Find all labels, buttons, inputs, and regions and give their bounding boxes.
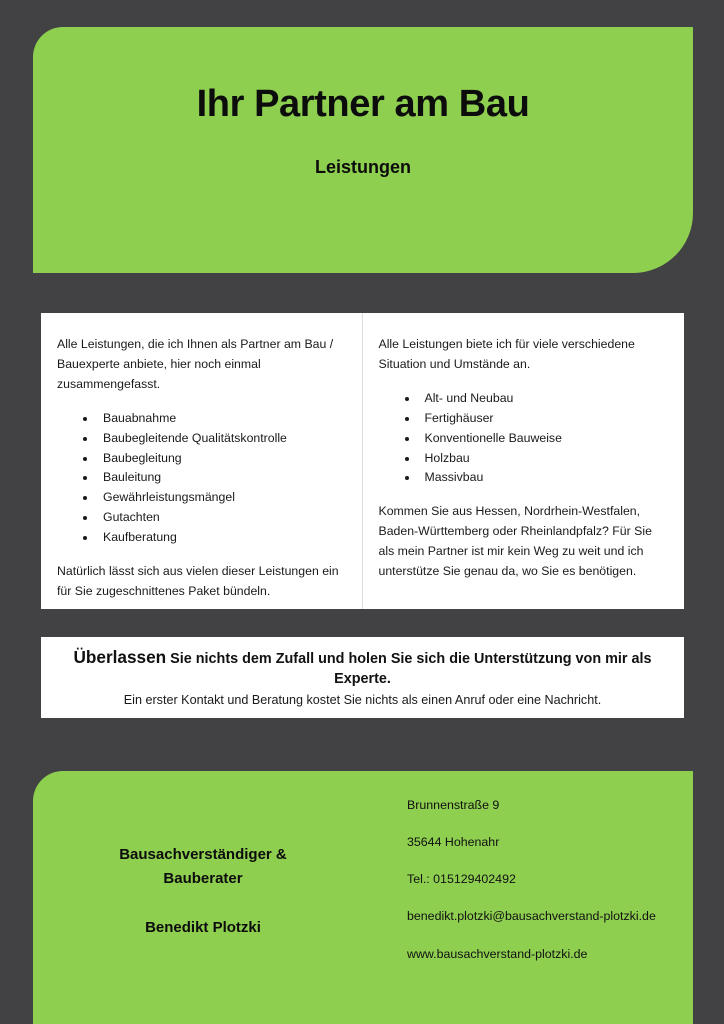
contact-website[interactable]: www.bausachverstand-plotzki.de (407, 946, 588, 961)
callout-headline-rest: Sie nichts dem Zufall und holen Sie sich die Unterstützung von mir als Experte. (166, 651, 652, 687)
contact-city: 35644 Hohenahr (407, 835, 500, 850)
footer-panel (33, 771, 693, 1024)
services-column-left (41, 313, 363, 609)
footer-role-line-1: Bausachverständiger & (119, 846, 287, 863)
list-item: • Kaufberatung (97, 528, 346, 548)
callout-banner (41, 637, 684, 718)
list-item: • Konventionelle Bauweise (419, 429, 669, 449)
header-panel (33, 27, 693, 273)
building-types-list (379, 389, 669, 489)
right-intro-text: Alle Leistungen biete ich für viele verschiedene Situation und Umstände an. (378, 337, 635, 371)
footer-identity-block (33, 771, 373, 1024)
footer-role-line-2: Bauberater (163, 870, 243, 888)
list-item: • Bauleitung (97, 468, 346, 488)
left-outro-text: Natürlich lässt sich aus vielen dieser Leistungen ein für Sie zugeschnittenes Paket bündeln. (57, 564, 339, 598)
left-intro-text: Alle Leistungen, die ich Ihnen als Partner am Bau / Bauexperte anbiete, hier noch einmal zusammengefasst. (57, 337, 334, 391)
callout-headline-lead: Überlassen (73, 647, 167, 667)
list-item: • Baubegleitung (97, 449, 346, 469)
contact-phone[interactable]: Tel.: 015129402492 (407, 872, 516, 887)
footer-contact-block (373, 771, 656, 1024)
right-outro-text: Kommen Sie aus Hessen, Nordrhein-Westfalen, Baden-Württemberg oder Rheinlandpfalz? Für Sie als mein Partner ist mir kein Weg zu weit und ich unterstütze Sie genau da, wo Sie es benötigen. (378, 504, 652, 579)
list-item: • Alt- und Neubau (419, 389, 669, 409)
page-subtitle: Leistungen (314, 156, 411, 177)
list-item: • Gewährleistungsmängel (97, 488, 346, 508)
footer-person-name: Benedikt Plotzki (145, 918, 261, 936)
content-card (41, 313, 684, 609)
list-item: • Gutachten (97, 508, 346, 528)
services-column-right (363, 313, 685, 609)
callout-subline: Ein erster Kontakt und Beratung kostet Sie nichts als einen Anruf oder eine Nachricht. (123, 692, 602, 707)
list-item: • Bauabnahme (97, 409, 346, 429)
services-list (57, 409, 346, 548)
contact-email[interactable]: benedikt.plotzki@bausachverstand-plotzki.de (407, 909, 656, 924)
list-item: • Holzbau (419, 449, 669, 469)
list-item: • Baubegleitende Qualitätskontrolle (97, 429, 346, 449)
contact-street: Brunnenstraße 9 (407, 798, 500, 812)
page-title: Ihr Partner am Bau (196, 83, 530, 125)
list-item: • Fertighäuser (419, 409, 669, 429)
callout-headline (53, 646, 672, 690)
list-item: • Massivbau (419, 468, 669, 488)
